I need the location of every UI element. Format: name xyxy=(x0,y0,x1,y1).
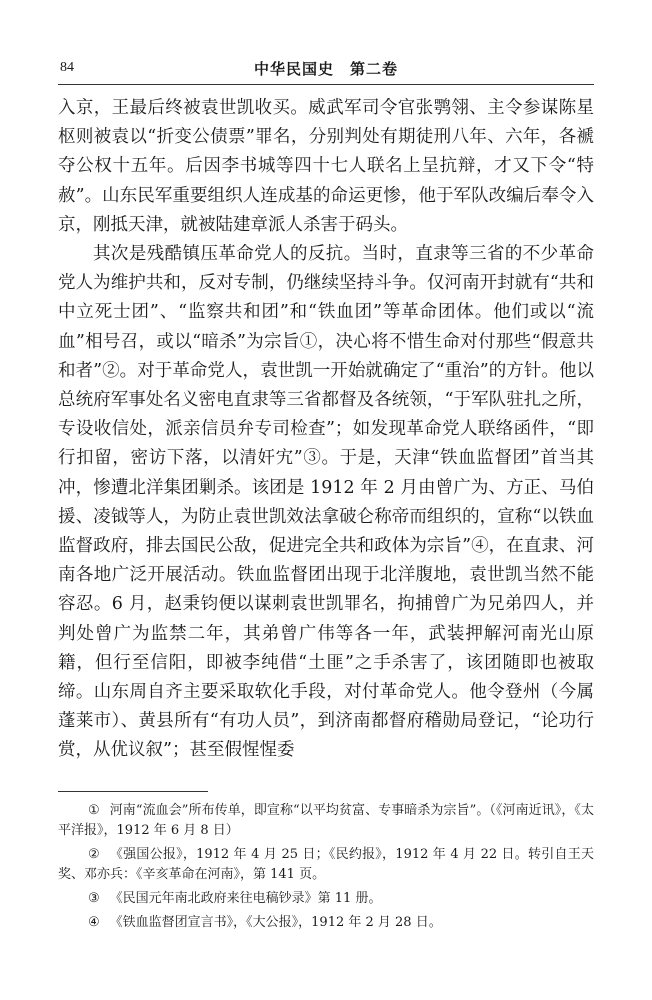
footnote-1 xyxy=(58,801,594,841)
footnote-text: 《强国公报》，1912 年 4 月 25 日；《民约报》，1912 年 4 月 22 日。转引自王天奖、邓亦兵：《辛亥革命在河南》，第 141 页。 xyxy=(58,847,595,882)
footnote-4 xyxy=(58,913,594,933)
footnote-mark: ③ xyxy=(88,891,100,906)
body-text xyxy=(58,94,594,766)
footnote-rule xyxy=(58,791,208,792)
page-header xyxy=(58,58,594,84)
header-rule xyxy=(58,84,594,85)
footnote-text: 《民国元年南北政府来往电稿钞录》第 11 册。 xyxy=(109,891,382,906)
footnote-text: 河南“流血会”所布传单，即宣称“以平均贫富、专事暗杀为宗旨”。（《河南近讯》，《太平洋报》，1912 年 6 月 8 日） xyxy=(58,803,595,838)
footnote-3 xyxy=(58,889,594,909)
page-number: 84 xyxy=(60,60,74,75)
paragraph: 其次是残酷镇压革命党人的反抗。当时，直隶等三省的不少革命党人为维护共和，反对专制，仍继续坚持斗争。仅河南开封就有“共和中立死士团”、“监察共和团”和“铁血团”等革命团体。他们或以“流血”相号召，或以“暗杀”为宗旨①，决心将不惜生命对付那些“假意共和者”②。对于革命党人，袁世凯一开始就确定了“重治”的方针。他以总统府军事处名义密电直隶等三省都督及各统领，“于军队驻扎之所，专设收信处，派亲信员弁专司检查”；如发现革命党人联络函件，“即行扣留，密访下落，以清奸宄”③。于是，天津“铁血监督团”首当其冲，惨遭北洋集团剿杀。该团是 1912 年 2 月由曾广为、方正、马伯援、凌钺等人，为防止袁世凯效法拿破仑称帝而组织的，宣称“以铁血监督政府，排去国民公敌，促进完全共和政体为宗旨”④，在直隶、河南各地广泛开展活动。铁血监督团出现于北洋腹地，袁世凯当然不能容忍。6 月，赵秉钧便以谋刺袁世凯罪名，拘捕曾广为兄弟四人，并判处曾广为监禁二年，其弟曾广伟等各一年，武装押解河南光山原籍，但行至信阳，即被李纯借“土匪”之手杀害了，该团随即也被取缔。山东周自齐主要采取软化手段，对付革命党人。他令登州（今属蓬莱市）、黄县所有“有功人员”，到济南都督府稽勋局登记，“论功行赏，从优议叙”；甚至假惺惺委 xyxy=(58,244,594,761)
footnote-mark: ④ xyxy=(88,915,100,930)
paragraph-continued: 入京，王最后终被袁世凯收买。威武军司令官张鹗翎、主令参谋陈星枢则被袁以“折变公债票”罪名，分别判处有期徒刑八年、六年，各褫夺公权十五年。后因李书城等四十七人联名上呈抗辩，才又下令“特赦”。山东民军重要组织人连成基的命运更惨，他于军队改编后奉令入京，刚抵天津，就被陆建章派人杀害于码头。 xyxy=(58,98,594,235)
footnote-mark: ② xyxy=(88,847,100,862)
footnotes xyxy=(58,801,594,937)
footnote-mark: ① xyxy=(88,803,100,818)
footnote-text: 《铁血监督团宣言书》，《大公报》，1912 年 2 月 28 日。 xyxy=(109,915,442,930)
running-title: 中华民国史 第二卷 xyxy=(253,60,398,78)
footnote-2 xyxy=(58,845,594,885)
